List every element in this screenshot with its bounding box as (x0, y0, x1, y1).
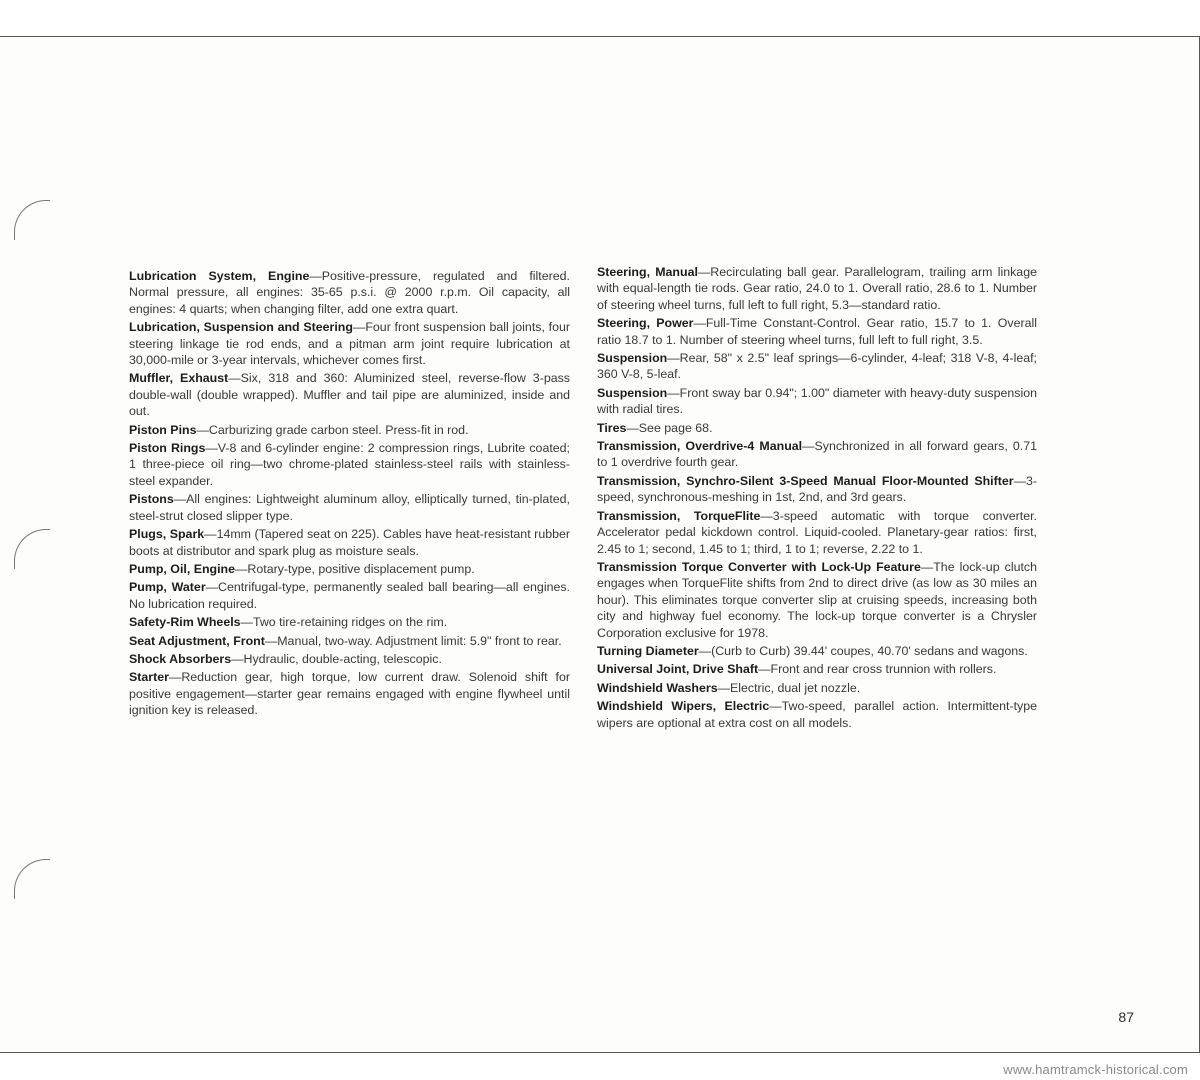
spec-entry: Lubrication System, Engine—Positive-pressure, regulated and filtered. Normal pressure, all engines: 35-65 p.s.i. @ 2000 r.p.m. Oil capacity, all engines: 4 quarts; when changing filter, add one extra quart. (129, 269, 570, 316)
spec-text: Two-speed, parallel action. Intermittent-type wipers are optional at extra cost on all models. (597, 699, 1037, 730)
spec-text: Front and rear cross trunnion with rollers. (770, 662, 997, 677)
spec-term: Pump, Water (129, 580, 206, 595)
spec-entry: Piston Rings—V-8 and 6-cylinder engine: 2 compression rings, Lubrite coated; 1 three-piece oil ring—two chrome-plated stainless-steel rails with stainless-steel expander. (129, 441, 570, 488)
spec-text: Hydraulic, double-acting, telescopic. (243, 651, 442, 666)
spec-term: Plugs, Spark (129, 527, 205, 542)
spec-entry: Plugs, Spark—14mm (Tapered seat on 225). Cables have heat-resistant rubber boots at distributor and spark plug as moisture seals. (129, 527, 571, 558)
spec-term: Windshield Washers (597, 680, 718, 695)
spec-text: V-8 and 6-cylinder engine: 2 compression rings, Lubrite coated; 1 three-piece oil ring—two chrome-plated stainless-steel rails with stainless-steel expander. (129, 441, 570, 488)
spec-text: 3-speed, synchronous-meshing in 1st, 2nd, and 3rd gears. (597, 473, 1037, 505)
spec-term: Pistons (129, 492, 174, 507)
spec-term: Suspension (597, 351, 668, 366)
spec-entry: Lubrication, Suspension and Steering—Four front suspension ball joints, four steering linkage tie rod ends, and a pitman arm joint require lubrication at 30,000-mile or 3-year intervals, whichever comes first. (129, 320, 570, 368)
spec-text: Rotary-type, positive displacement pump. (247, 561, 475, 576)
spec-text: All engines: Lightweight aluminum alloy, elliptically turned, tin-plated, steel-strut closed slipper type. (129, 492, 570, 523)
spec-term: Suspension (597, 385, 668, 400)
spec-term: Seat Adjustment, Front (129, 633, 265, 648)
spec-text: 3-speed automatic with torque converter. Accelerator pedal kickdown control. Liquid-cooled. Planetary-gear ratios: first, 2.45 to 1; second, 1.45 to 1; third, 1 to 1; reverse, 2.22 to 1. (597, 508, 1038, 556)
spec-term: Pump, Oil, Engine (129, 561, 236, 576)
spec-term: Transmission, TorqueFlite (597, 508, 761, 523)
page-number: 87 (1118, 1009, 1134, 1025)
spec-entry: Turning Diameter—(Curb to Curb) 39.44' coupes, 40.70' sedans and wagons. (597, 643, 1028, 658)
spec-term: Transmission, Synchro-Silent 3-Speed Manual Floor-Mounted Shifter (597, 473, 1014, 488)
spec-text: Four front suspension ball joints, four steering linkage tie rod ends, and a pitman arm joint require lubrication at 30,000-mile or 3-year intervals, whichever comes first. (129, 320, 570, 368)
spec-text: Positive-pressure, regulated and filtered. Normal pressure, all engines: 35-65 p.s.i. @ 2000 r.p.m. Oil capacity, all engines: 4 quarts; when changing filter, add one extra quart. (129, 269, 570, 316)
spec-term: Transmission Torque Converter with Lock-Up Feature (597, 559, 921, 574)
spec-entry: Transmission, Overdrive-4 Manual—Synchronized in all forward gears, 0.71 to 1 overdrive fourth gear. (597, 439, 1037, 470)
spec-term: Universal Joint, Drive Shaft (597, 662, 759, 677)
spec-term: Muffler, Exhaust (129, 371, 229, 386)
spec-text: Synchronized in all forward gears, 0.71 to 1 overdrive fourth gear. (597, 439, 1037, 470)
spec-text: Manual, two-way. Adjustment limit: 5.9" front to rear. (277, 633, 562, 648)
spec-entry: Tires—See page 68. (597, 420, 713, 435)
spec-text: Front sway bar 0.94"; 1.00" diameter with heavy-duty suspension with radial tires. (597, 385, 1037, 417)
spec-entry: Pump, Water—Centrifugal-type, permanently sealed ball bearing—all engines. No lubrication required. (129, 580, 570, 611)
spec-text: (Curb to Curb) 39.44' coupes, 40.70' sedans and wagons. (711, 643, 1028, 658)
spec-entry: Transmission, Synchro-Silent 3-Speed Manual Floor-Mounted Shifter—3-speed, synchronous-meshing in 1st, 2nd, and 3rd gears. (597, 473, 1037, 505)
spec-entry: Safety-Rim Wheels—Two tire-retaining ridges on the rim. (129, 615, 448, 630)
spec-entry: Universal Joint, Drive Shaft—Front and rear cross trunnion with rollers. (597, 662, 997, 677)
spec-entry: Shock Absorbers—Hydraulic, double-acting, telescopic. (129, 651, 442, 666)
spec-text: Two tire-retaining ridges on the rim. (252, 615, 448, 630)
spec-term: Safety-Rim Wheels (129, 615, 241, 630)
spec-term: Turning Diameter (597, 643, 699, 658)
spec-entry: Steering, Manual—Recirculating ball gear. Parallelogram, trailing arm linkage with equal-length tie rods. Gear ratio, 24.0 to 1. Overall ratio, 28.6 to 1. Number of steering wheel turns, full left to full right, 5.3—standard ratio. (597, 265, 1037, 312)
spec-entry: Seat Adjustment, Front—Manual, two-way. Adjustment limit: 5.9" front to rear. (129, 633, 562, 648)
spec-term: Steering, Power (597, 316, 694, 331)
spec-entry: Pistons—All engines: Lightweight aluminum alloy, elliptically turned, tin-plated, steel-strut closed slipper type. (129, 492, 570, 523)
spec-term: Steering, Manual (597, 265, 698, 279)
spec-entry: Suspension—Rear, 58" x 2.5" leaf springs—6-cylinder, 4-leaf; 318 V-8, 4-leaf; 360 V-8, 5-leaf. (597, 351, 1037, 382)
spec-entry: Piston Pins—Carburizing grade carbon steel. Press-fit in rod. (129, 422, 469, 437)
spec-term: Piston Pins (129, 422, 197, 437)
spec-text: The lock-up clutch engages when TorqueFlite shifts from 2nd to direct drive (as low as 30 miles an hour). This eliminates torque converter slip at cruising speeds, increasing both city and highway fuel economy. The lock-up torque converter is a Chrysler Corporation exclusive for 1978. (597, 559, 1037, 640)
spec-entry: Muffler, Exhaust—Six, 318 and 360: Aluminized steel, reverse-flow 3-pass double-wall (double wrapped). Muffler and tail pipe are aluminized, inside and out. (129, 371, 570, 419)
spec-entry: Windshield Washers—Electric, dual jet nozzle. (597, 680, 861, 695)
spec-text: See page 68. (638, 420, 713, 435)
spec-entry: Transmission Torque Converter with Lock-Up Feature—The lock-up clutch engages when TorqueFlite shifts from 2nd to direct drive (as low as 30 miles an hour). This eliminates torque converter slip at cruising speeds, increasing both city and highway fuel economy. The lock-up torque converter is a Chrysler Corporation exclusive for 1978. (597, 559, 1037, 640)
spec-entry: Pump, Oil, Engine—Rotary-type, positive displacement pump. (129, 561, 475, 576)
spec-term: Piston Rings (129, 441, 206, 456)
specs-left-column (129, 268, 570, 721)
spec-text: 14mm (Tapered seat on 225). Cables have heat-resistant rubber boots at distributor and spark plug as moisture seals. (129, 527, 571, 558)
spec-term: Shock Absorbers (129, 651, 232, 666)
spec-text: Rear, 58" x 2.5" leaf springs—6-cylinder, 4-leaf; 318 V-8, 4-leaf; 360 V-8, 5-leaf. (597, 351, 1037, 382)
spec-term: Lubrication System, Engine (129, 269, 310, 283)
spec-term: Tires (597, 420, 627, 435)
specs-right-column (597, 264, 1037, 733)
spec-entry: Transmission, TorqueFlite—3-speed automatic with torque converter. Accelerator pedal kickdown control. Liquid-cooled. Planetary-gear ratios: first, 2.45 to 1; second, 1.45 to 1; third, 1 to 1; reverse, 2.22 to 1. (597, 508, 1038, 556)
spec-text: Full-Time Constant-Control. Gear ratio, 15.7 to 1. Overall ratio 18.7 to 1. Number of steering wheel turns, full left to full right, 3.5. (597, 316, 1037, 347)
spec-text: Six, 318 and 360: Aluminized steel, reverse-flow 3-pass double-wall (double wrapped). Muffler and tail pipe are aluminized, inside and out. (129, 371, 570, 419)
spec-entry: Starter—Reduction gear, high torque, low current draw. Solenoid shift for positive engagement—starter gear remains engaged with engine flywheel until ignition key is released. (129, 670, 570, 718)
spec-term: Windshield Wipers, Electric (597, 699, 770, 714)
spec-term: Transmission, Overdrive-4 Manual (597, 439, 803, 454)
spec-text: Carburizing grade carbon steel. Press-fit in rod. (208, 422, 469, 437)
spec-term: Starter (129, 670, 169, 685)
spec-term: Lubrication, Suspension and Steering (129, 320, 353, 335)
spec-text: Centrifugal-type, permanently sealed ball bearing—all engines. No lubrication required. (129, 580, 570, 611)
spec-text: Reduction gear, high torque, low current draw. Solenoid shift for positive engagement—starter gear remains engaged with engine flywheel until ignition key is released. (129, 670, 570, 718)
watermark: www.hamtramck-historical.com (1003, 1062, 1188, 1077)
spec-text: Recirculating ball gear. Parallelogram, trailing arm linkage with equal-length tie rods. Gear ratio, 24.0 to 1. Overall ratio, 28.6 to 1. Number of steering wheel turns, full left to full right, 5.3—standard ratio. (597, 265, 1037, 312)
spec-text: Electric, dual jet nozzle. (730, 680, 861, 695)
spec-entry: Windshield Wipers, Electric—Two-speed, parallel action. Intermittent-type wipers are optional at extra cost on all models. (597, 699, 1037, 730)
spec-entry: Suspension—Front sway bar 0.94"; 1.00" diameter with heavy-duty suspension with radial tires. (597, 385, 1037, 417)
spec-entry: Steering, Power—Full-Time Constant-Control. Gear ratio, 15.7 to 1. Overall ratio 18.7 to 1. Number of steering wheel turns, full left to full right, 3.5. (597, 316, 1037, 347)
